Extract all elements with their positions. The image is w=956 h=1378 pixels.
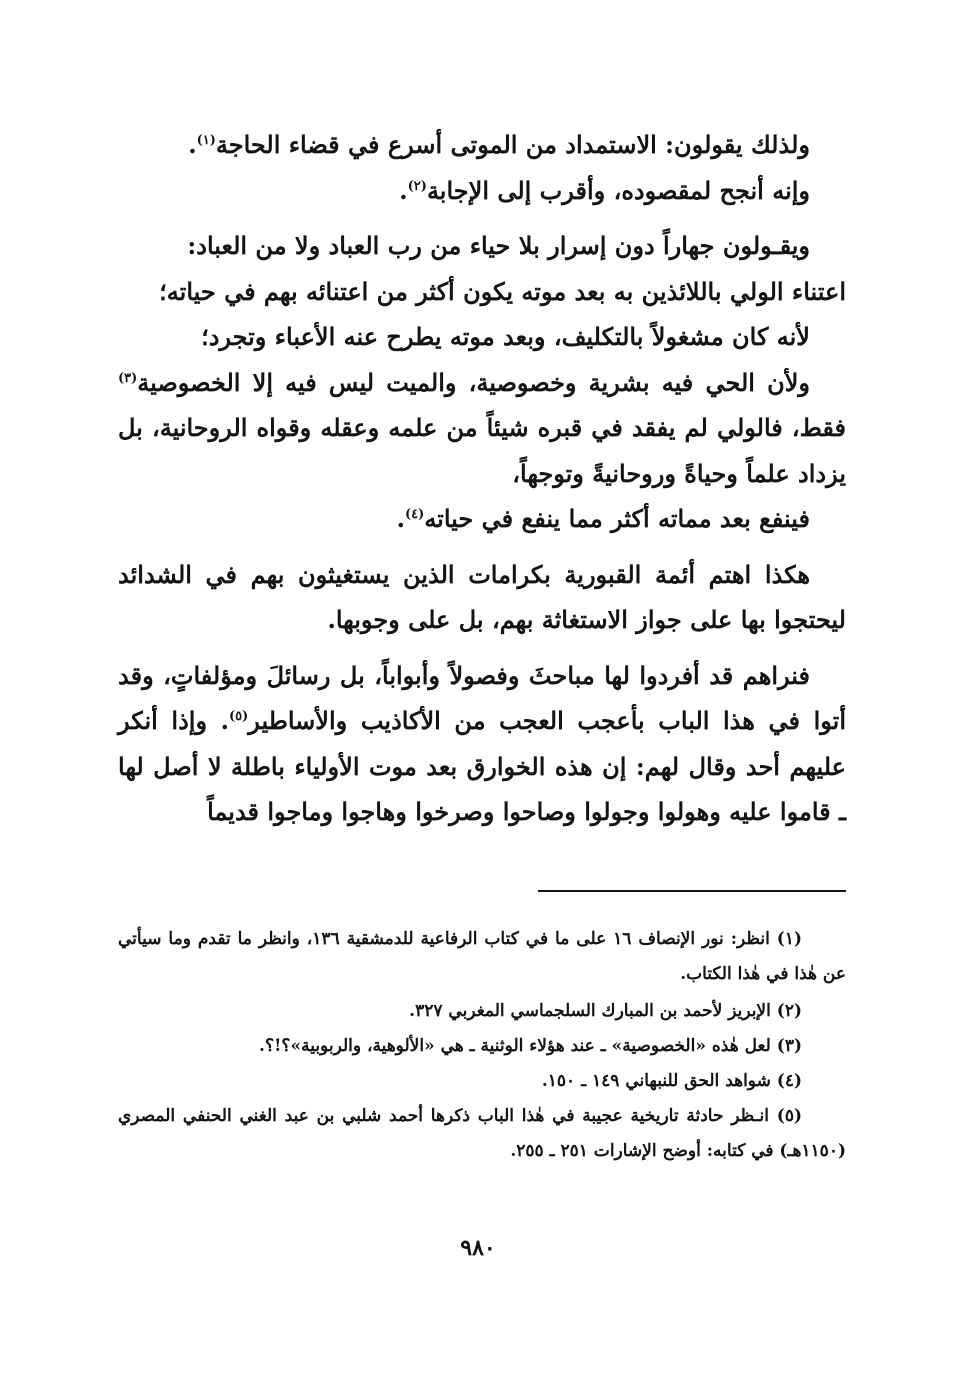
paragraph-9: فنراهم قد أفردوا لها مباحثَ وفصولاً وأبواباً، بل رسائلَ ومؤلفاتٍ، وقد أتوا في هذا الباب بأعجب العجب من الأكاذيب والأساطير$^{(٥)}$. وإذا أنكر عليهم أحد وقال لهم: إن هذه الخوارق بعد موت الأولياء باطلة لا أصل لها ـ قاموا عليه وهولوا وجولوا وصاحوا وصرخوا وهاجوا وماجوا قديماً (118, 660, 846, 826)
footnote-4: (٤) شواهد الحق للنبهاني ١٤٩ ـ ١٥٠. (541, 1071, 802, 1091)
footnote-ref-2[interactable]: (٢) (407, 178, 427, 194)
paragraph-1: ولذلك يقولون: الاستمداد من الموتى أسرع في قضاء الحاجة$^{(١)}$. (188, 130, 810, 159)
paragraph-6: ولأن الحي فيه بشرية وخصوصية، والميت ليس فيه إلا الخصوصية$^{(٣)}$ فقط، فالولي لم يفقد في قبره شيئاً من علمه وعقله وقواه الروحانية، بل يزداد علماً وحياةً وروحانيةً وتوجهاً، (118, 367, 846, 488)
footnote-2: (٢) الإبريز لأحمد بن المبارك السلجماسي المغربي ٣٢٧. (409, 1001, 802, 1021)
paragraph-3: ويقـولون جهاراً دون إسرار بلا حياء من رب العباد ولا من العباد: (187, 231, 810, 260)
footnote-3: (٣) لعل هٰذه «الخصوصية» ـ عند هؤلاء الوثنية ـ هي «الألوهية، والربوبية»؟!؟. (259, 1036, 802, 1056)
footnote-ref-1[interactable]: (١) (196, 133, 216, 148)
page-number: ٩٨٠ (460, 1235, 496, 1261)
paragraph-2: وإنه أنجح لمقصوده، وأقرب إلى الإجابة$^{(٢)}$. (399, 175, 810, 205)
footnote-1: (١) انظر: نور الإنصاف ١٦ على ما في كتاب الرفاعية للدمشقية ١٣٦، وانظر ما تقدم وما سيأتي عن هٰذا في هٰذا الكتاب. (118, 929, 846, 984)
footnotes (118, 922, 846, 1169)
paragraph-5: لأنه كان مشغولاً بالتكليف، وبعد موته يطرح عنه الأعباء وتجرد؛ (201, 322, 810, 351)
footnote-ref-5[interactable]: (٥) (228, 709, 249, 724)
footnote-ref-3[interactable]: (٣) (118, 370, 138, 386)
main-text (118, 122, 846, 835)
paragraph-8: هكذا اهتم أئمة القبورية بكرامات الذين يستغيثون بهم في الشدائد ليحتجوا بها على جواز الاستغاثة بهم، بل على وجوبها. (118, 559, 846, 634)
footnote-separator (538, 890, 846, 892)
footnote-5: (٥) انـظر حادثة تاريخية عجيبة في هٰذا الباب ذكرها أحمد شلبي بن عبد الغني الحنفي المصري (١١٥٠هـ) في كتابه: أوضح الإشارات ٢٥١ ـ ٢٥٥. (118, 1106, 846, 1161)
footnote-ref-4[interactable]: (٤) (405, 507, 425, 522)
paragraph-4: اعتناء الولي باللائذين به بعد موته يكون أكثر من اعتنائه بهم في حياته؛ (159, 276, 846, 306)
paragraph-7: فينفع بعد مماته أكثر مما ينفع في حياته$^{(٤)}$. (396, 504, 810, 533)
